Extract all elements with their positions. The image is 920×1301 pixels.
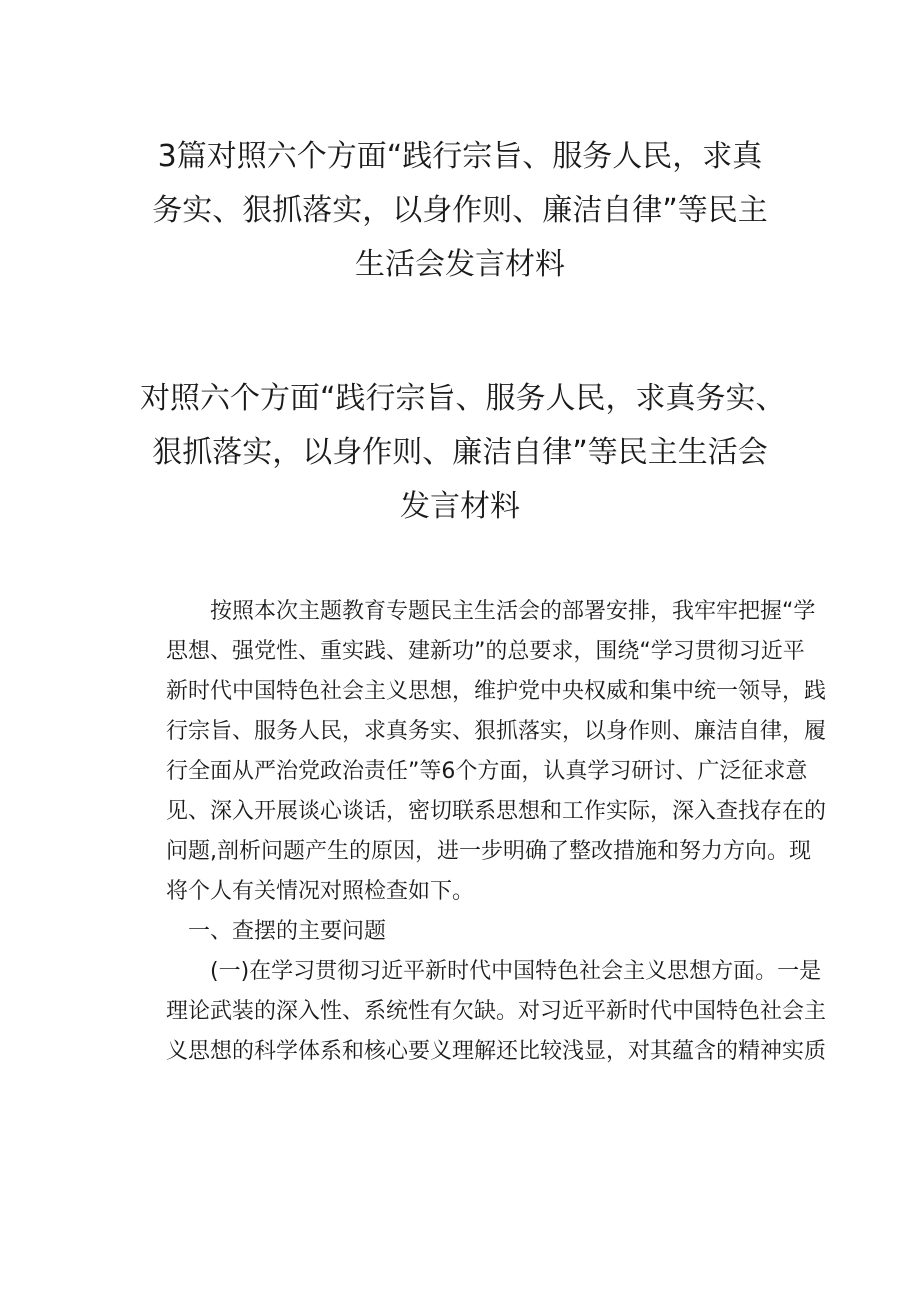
document-title: [140, 130, 780, 292]
section-title-line: 发言材料: [400, 489, 520, 524]
body-line: 问题,剖析问题产生的原因，进一步明确了整改措施和努力方向。现: [166, 839, 811, 864]
body-text: [166, 592, 827, 1072]
document-title-line: 务实、狠抓落实，以身作则、廉洁自律”等民主: [152, 193, 768, 228]
body-line: 义思想的科学体系和核心要义理解还比较浅显，对其蕴含的精神实质: [166, 1039, 827, 1064]
section-title-line: 对照六个方面“践行宗旨、服务人民，求真务实、: [140, 381, 786, 416]
body-line: 行宗旨、服务人民，求真务实、狠抓落实，以身作则、廉洁自律，履: [166, 719, 827, 744]
body-line: 将个人有关情况对照检查如下。: [166, 879, 475, 904]
body-line: 新时代中国特色社会主义思想，维护党中央权威和集中统一领导，践: [166, 679, 827, 704]
document-title-line: 生活会发言材料: [355, 247, 565, 282]
section-title-line: 狠抓落实，以身作则、廉洁自律”等民主生活会: [152, 435, 768, 470]
body-line: 按照本次主题教育专题民主生活会的部署安排，我牢牢把握“学: [166, 599, 816, 624]
body-line: 见、深入开展谈心谈话，密切联系思想和工作实际，深入查找存在的: [166, 799, 827, 824]
section-heading: 一、查摆的主要问题: [166, 919, 387, 944]
body-line: 思想、强党性、重实践、建新功”的总要求，围绕“学习贯彻习近平: [166, 639, 805, 664]
body-line: 理论武装的深入性、系统性有欠缺。对习近平新时代中国特色社会主: [166, 999, 827, 1024]
section-title: [140, 372, 786, 534]
body-line: (一)在学习贯彻习近平新时代中国特色社会主义思想方面。一是: [166, 959, 822, 984]
document-title-line: 3篇对照六个方面“践行宗旨、服务人民，求真: [157, 139, 763, 174]
body-line: 行全面从严治党政治责任”等6个方面，认真学习研讨、广泛征求意: [166, 759, 808, 784]
